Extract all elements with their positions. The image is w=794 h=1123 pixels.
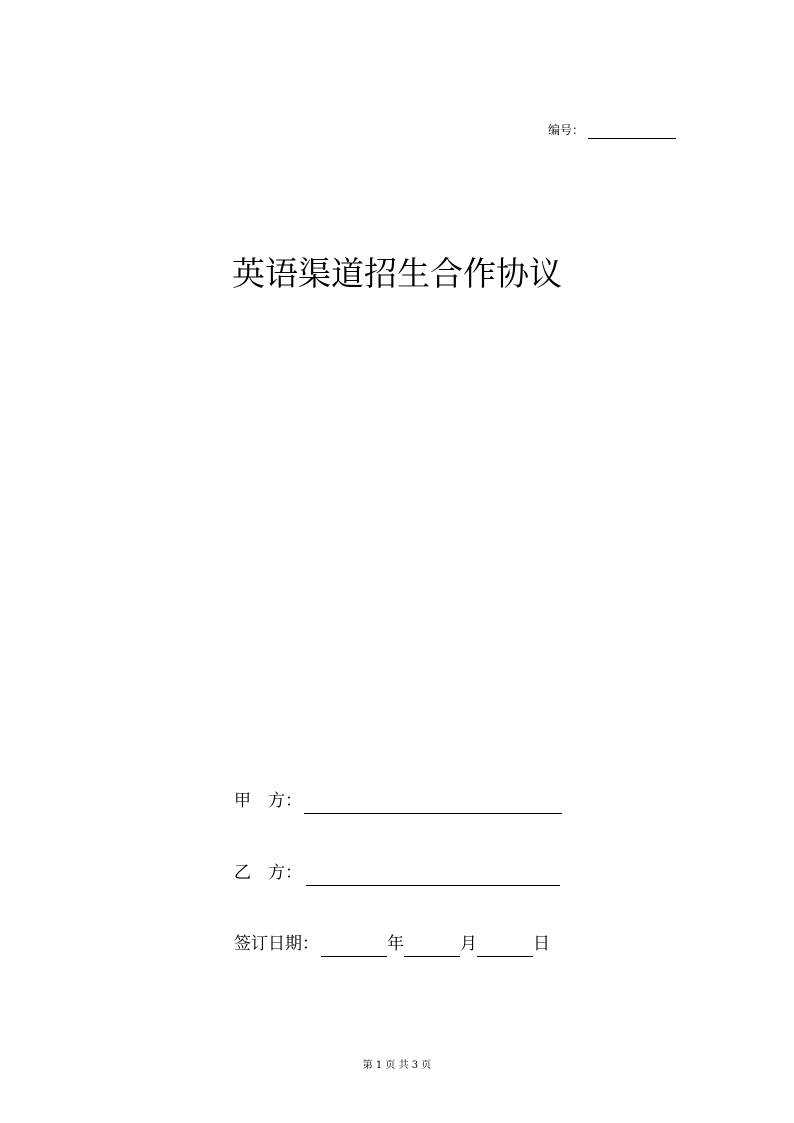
party-a-label: 甲 方： (234, 791, 302, 811)
year-label: 年 (387, 934, 404, 954)
day-blank-line[interactable] (477, 938, 533, 957)
party-b-field (234, 860, 560, 886)
serial-number-label: 编号： (548, 123, 585, 137)
signing-date-label: 签订日期： (234, 934, 319, 954)
party-a-field (234, 788, 562, 814)
page-number-footer: 第 1 页 共 3 页 (362, 1060, 432, 1071)
party-b-blank-line[interactable] (306, 867, 560, 886)
month-blank-line[interactable] (404, 938, 460, 957)
party-b-label: 乙 方： (234, 863, 302, 883)
signing-date-field (234, 931, 550, 957)
party-a-blank-line[interactable] (304, 795, 562, 814)
serial-number-field (548, 121, 676, 139)
document-title: 英语渠道招生合作协议 (232, 254, 562, 293)
month-label: 月 (460, 934, 477, 954)
year-blank-line[interactable] (321, 938, 387, 957)
day-label: 日 (533, 934, 550, 954)
serial-number-blank-line[interactable] (588, 124, 676, 139)
